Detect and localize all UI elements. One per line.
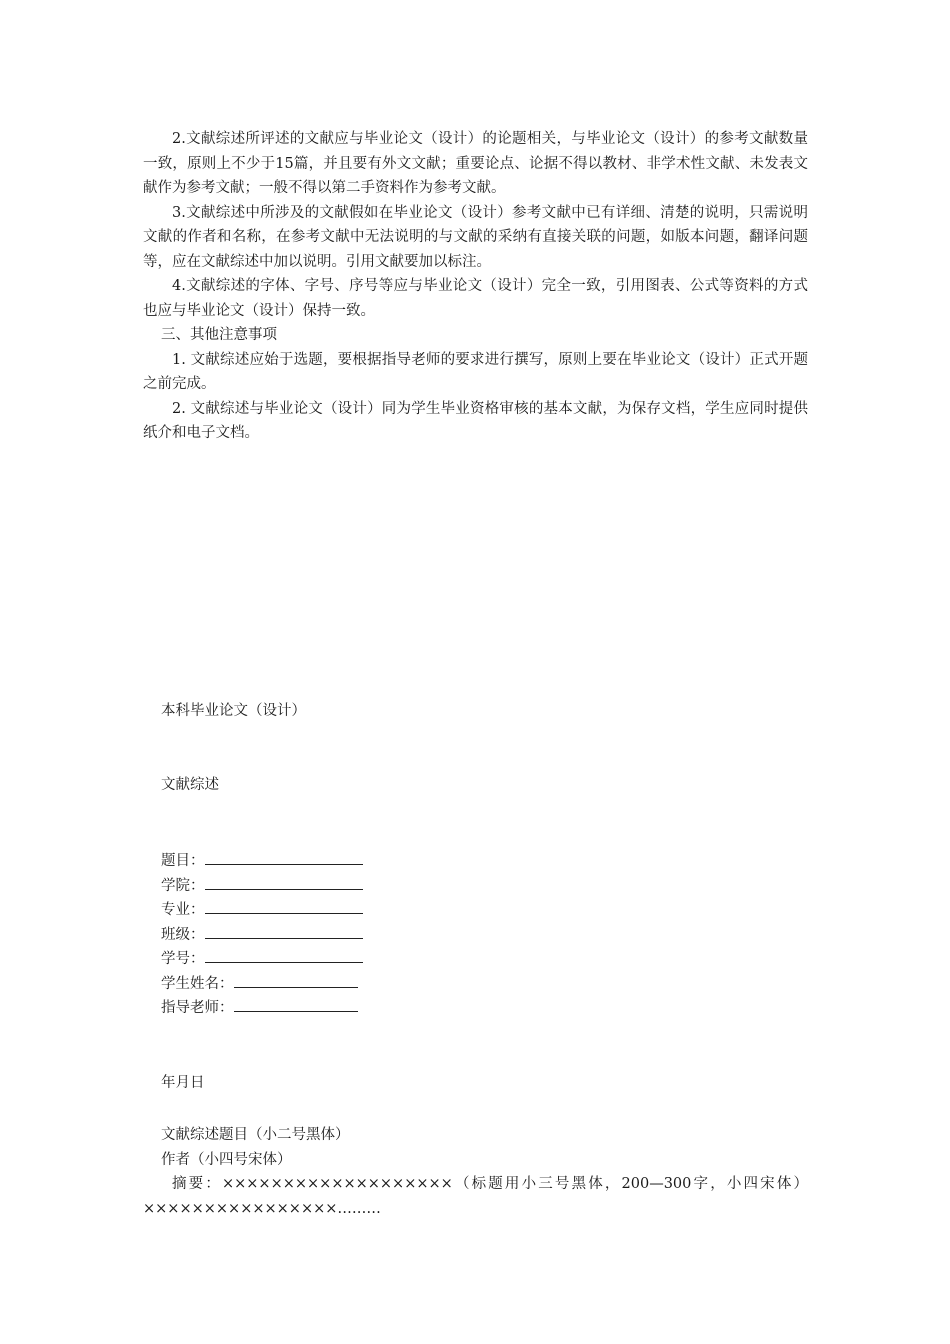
cover-fields: [143, 849, 808, 1021]
template-section: [143, 1123, 808, 1221]
field-class-blank[interactable]: [205, 924, 363, 939]
template-abstract: 摘要：×××××××××××××××××××（标题用小三号黑体，200—300字，小四宋体）××××××××××××××××………: [143, 1176, 808, 1217]
field-advisor-blank[interactable]: [234, 997, 358, 1012]
cover-title: 本科毕业论文（设计）: [161, 703, 306, 719]
cover-date: 年月日: [161, 1075, 205, 1091]
paragraph-4: 4.文献综述的字体、字号、序号等应与毕业论文（设计）完全一致，引用图表、公式等资料的方式也应与毕业论文（设计）保持一致。: [143, 278, 808, 319]
field-college-blank[interactable]: [205, 875, 363, 890]
field-major: [143, 898, 808, 923]
field-topic-blank[interactable]: [205, 850, 363, 865]
instructions-section: [143, 127, 808, 446]
field-student-name-blank[interactable]: [234, 973, 358, 988]
field-major-blank[interactable]: [205, 899, 363, 914]
field-college: [143, 874, 808, 899]
cover-subtitle: 文献综述: [161, 777, 219, 793]
field-student-id-blank[interactable]: [205, 948, 363, 963]
field-advisor-label: 指导老师：: [161, 1000, 234, 1016]
section-heading-other-notes: 三、其他注意事项: [161, 327, 277, 343]
field-college-label: 学院：: [161, 877, 205, 894]
paragraph-2: 2.文献综述所评述的文献应与毕业论文（设计）的论题相关，与毕业论文（设计）的参考文献数量一致，原则上不少于15篇，并且要有外文文献；重要论点、论据不得以教材、非学术性文献、未发表文献作为参考文献；一般不得以第二手资料作为参考文献。: [143, 131, 808, 196]
field-student-id: [143, 947, 808, 972]
template-title-line: 文献综述题目（小二号黑体）: [161, 1127, 350, 1143]
field-student-name: [143, 972, 808, 997]
field-topic: [143, 849, 808, 874]
field-student-name-label: 学生姓名：: [161, 975, 234, 992]
field-advisor: [143, 996, 808, 1021]
note-1: 1. 文献综述应始于选题，要根据指导老师的要求进行撰写，原则上要在毕业论文（设计）正式开题之前完成。: [143, 351, 808, 392]
field-student-id-label: 学号：: [161, 951, 205, 967]
field-topic-label: 题目：: [161, 853, 205, 869]
template-author-line: 作者（小四号宋体）: [161, 1151, 292, 1168]
paragraph-3: 3.文献综述中所涉及的文献假如在毕业论文（设计）参考文献中已有详细、清楚的说明，只需说明文献的作者和名称，在参考文献中无法说明的与文献的采纳有直接关联的问题，如版本问题，翻译问题等，应在文献综述中加以说明。引用文献要加以标注。: [143, 204, 808, 270]
field-major-label: 专业：: [161, 902, 205, 918]
field-class: [143, 923, 808, 948]
note-2: 2. 文献综述与毕业论文（设计）同为学生毕业资格审核的基本文献，为保存文档，学生应同时提供纸介和电子文档。: [143, 400, 808, 441]
field-class-label: 班级：: [161, 926, 205, 943]
